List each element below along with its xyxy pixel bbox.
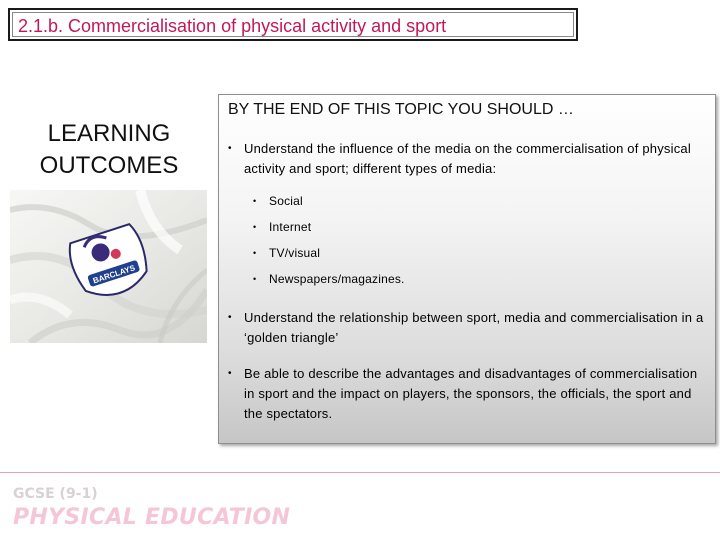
media-type-item (250, 240, 707, 266)
football-shirt-image (10, 190, 207, 343)
outcome-text: Understand the relationship between sport, media and commercialisation in a ‘golden triangle’ (244, 310, 704, 345)
shirt-illustration (10, 190, 207, 343)
footer-subtitle: GCSE (9-1) (13, 486, 98, 502)
badge-sponsor-text: BARCLAYS (91, 263, 137, 286)
outcome-item (225, 139, 707, 292)
media-type-item (250, 188, 707, 214)
media-type-text: Internet (269, 220, 312, 234)
bullet-icon: • (253, 222, 257, 232)
bullet-icon: • (253, 248, 257, 258)
outcomes-list (225, 139, 707, 440)
bullet-icon: • (228, 368, 232, 379)
outcome-text: Be able to describe the advantages and disadvantages of commercialisation in sport and the impact on players, the sponsors, the officials, the sport and the spectators. (244, 366, 698, 421)
footer-brand (13, 486, 290, 530)
media-type-text: TV/visual (269, 246, 321, 260)
media-type-item (250, 266, 707, 292)
outcome-item (225, 364, 707, 424)
footer-divider (0, 472, 720, 473)
media-types-list (250, 188, 707, 292)
footer-title: PHYSICAL EDUCATION (13, 505, 291, 530)
bullet-icon: • (228, 312, 232, 323)
panel-heading: BY THE END OF THIS TOPIC YOU SHOULD … (228, 101, 574, 118)
media-type-text: Newspapers/magazines. (269, 272, 405, 286)
slide-title: 2.1.b. Commercialisation of physical activity and sport (18, 16, 447, 36)
slide-title-box (8, 8, 578, 41)
media-type-text: Social (269, 194, 303, 208)
outcome-text: Understand the influence of the media on the commercialisation of physical activity and sport; different types of media: (244, 141, 691, 176)
learning-outcomes-panel (218, 94, 716, 444)
bullet-icon: • (228, 143, 232, 154)
bullet-icon: • (253, 196, 257, 206)
media-type-item (250, 214, 707, 240)
bullet-icon: • (253, 274, 257, 284)
learning-outcomes-heading: LEARNING OUTCOMES (39, 120, 179, 179)
outcome-item (225, 308, 707, 348)
